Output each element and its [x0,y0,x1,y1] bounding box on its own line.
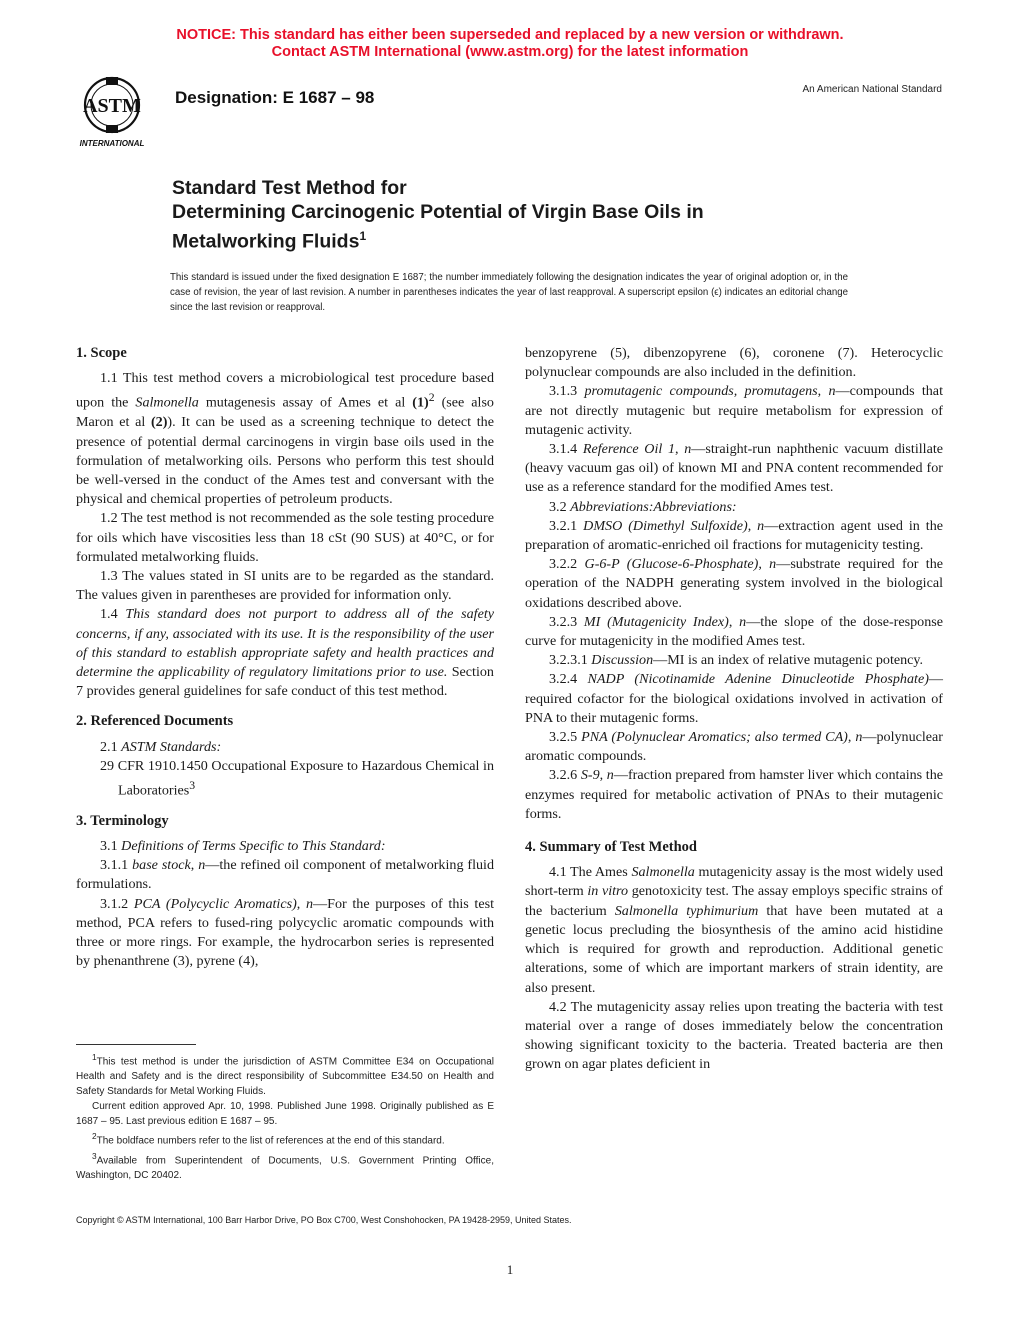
logo-letters: ASTM [83,95,141,117]
para-3-2-6: 3.2.6 S-9, n—fraction prepared from hamster liver which contains the enzymes required for metabolic activation of PNAs to their mutagenic forms. [525,767,943,822]
left-column [76,344,494,971]
footnote-2: $^2$The boldface numbers refer to the list of references at the end of this standard. [92,1131,445,1147]
notice-line-1: NOTICE: This standard has either been superseded and replaced by a new version or withdrawn. [176,27,844,43]
para-3-2-2: 3.2.2 G-6-P (Glucose-6-Phosphate), n—substrate required for the operation of the NADPH generating system involved in the biological oxidations described above. [525,556,943,611]
para-4-1: 4.1 The Ames Salmonella mutagenicity assay is the most widely used short-term in vitro genotoxicity test. The assay employs specific strains of the bacterium Salmonella typhimurium that have been mutated at a genetic locus precluding the biosynthesis of the amino acid histidine which is required for growth and reproduction. Additional genetic alterations, some of which are important markers of strain identity, are also present. [525,864,944,996]
para-3-1-2-continued: benzopyrene (5), dibenzopyrene (6), coronene (7). Heterocyclic polynuclear compounds are also included in the definition. [525,345,943,381]
footnote-3: $^3$Available from Superintendent of Documents, U.S. Government Printing Office, Washington, DC 20402. [76,1150,494,1181]
para-3-1-1: 3.1.1 base stock, n—the refined oil component of metalworking fluid formulations. [76,857,495,893]
right-column [525,344,943,1075]
notice-line-2: Contact ASTM International (www.astm.org) for the latest information [271,44,749,60]
para-2-1: 2.1 ASTM Standards: [100,738,222,755]
referenced-document-cfr: 29 CFR 1910.1450 Occupational Exposure to Hazardous Chemical in Laboratories$^3$ [100,757,494,799]
title-line-3: Metalworking Fluids [172,230,360,253]
title-footnote-mark: 1 [359,229,367,243]
footnote-1-approval: Current edition approved Apr. 10, 1998. Published June 1998. Originally published as E 1687 – 95. Last previous edition E 1687 – 95. [76,1101,494,1128]
para-1-4: 1.4 This standard does not purport to address all of the safety concerns, if any, associated with its use. It is the responsibility of the user of this standard to establish appropriate safety and health practices and determine the applicability of regulatory limitations prior to use. Section 7 provides general guidelines for safe conduct of this test method. [76,606,495,700]
title-line-2: Determining Carcinogenic Potential of Virgin Base Oils in [172,201,704,223]
issuance-statement: This standard is issued under the fixed designation E 1687; the number immediately following the designation indicates the year of original adoption or, in the case of revision, the year of last revision. A number in parentheses indicates the year of last reapproval. A superscript epsilon (ϵ) indicates an editorial change since the last revision or reapproval. [170,272,848,313]
footnotes [76,1050,494,1183]
para-3-2-3-1: 3.2.3.1 Discussion—MI is an index of relative mutagenic potency. [549,652,924,669]
para-3-2-4: 3.2.4 NADP (Nicotinamide Adenine Dinucleotide Phosphate)—required cofactor for the biological oxidations involved in activation of PNA to their mutagenic forms. [525,671,943,726]
logo-international: INTERNATIONAL [79,139,145,148]
para-3-1-3: 3.1.3 promutagenic compounds, promutagens, n—compounds that are not directly mutagenic but require metabolism for expression of mutagenic activity. [525,383,943,438]
american-national-standard: An American National Standard [802,84,942,95]
footnote-1: $^1$This test method is under the jurisdiction of ASTM Committee E34 on Occupational Health and Safety and is the direct responsibility of Subcommittee E34.50 on Health and Safety Standards for Metal Working Fluids. [76,1052,494,1098]
document-title [172,176,892,254]
para-3-2-3: 3.2.3 MI (Mutagenicity Index), n—the slope of the dose-response curve for mutagenicity in the modified Ames test. [525,613,943,650]
para-3-2-1: 3.2.1 DMSO (Dimethyl Sulfoxide), n—extraction agent used in the preparation of aromatic-enriched oil fractions for mutagenicity testing. [525,517,943,554]
footnote-rule [76,1044,196,1045]
para-3-1-4: 3.1.4 Reference Oil 1, n—straight-run naphthenic vacuum distillate (heavy vacuum gas oil) of known MI and PNA content recommended for use as a reference standard for the modified Ames test. [525,441,944,496]
para-3-2-5: 3.2.5 PNA (Polynuclear Aromatics; also termed CA), n—polynuclear aromatic compounds. [525,729,943,765]
withdrawal-notice [0,27,1020,61]
section-4-heading: 4. Summary of Test Method [525,839,697,856]
para-4-2: 4.2 The mutagenicity assay relies upon treating the bacteria with test material over a range of doses immediately below the concentration showing significant toxicity to the bacteria. Treated bacteria are then grown on agar plates deficient in [525,998,943,1073]
para-3-2: 3.2 Abbreviations:Abbreviations: [549,498,737,515]
section-2-heading: 2. Referenced Documents [76,713,234,730]
title-line-1: Standard Test Method for [172,177,407,199]
section-1-heading: 1. Scope [76,345,127,361]
para-1-3: 1.3 The values stated in SI units are to be regarded as the standard. The values given in parentheses are provided for information only. [76,567,494,604]
para-3-1-2: 3.1.2 PCA (Polycyclic Aromatics), n—For the purposes of this test method, PCA refers to fused-ring polycyclic aromatic compounds with three or more rings. For example, the hydrocarbon series is represented by phenanthrene (3), pyrene (4), [76,895,494,970]
section-3-heading: 3. Terminology [76,812,169,829]
para-1-1: 1.1 This test method covers a microbiological test procedure based upon the Salmonella mutagenesis assay of Ames et al $(1)^2$ (see also Maron et al (2)). It can be used as a screening technique to detect the presence of potential dermal carcinogens in virgin base oils used in the formulation of metalworking oils. Persons who perform this test should be well-versed in the conduct of the Ames test and conversant with the physical and chemical properties of petroleum products. [76,370,494,508]
designation: Designation: E 1687 – 98 [175,88,375,107]
copyright-line: Copyright © ASTM International, 100 Barr Harbor Drive, PO Box C700, West Conshohocken, PA 19428-2959, United States. [76,1215,572,1225]
page-number: 1 [506,1262,514,1277]
astm-logo [66,72,162,150]
para-3-1: 3.1 Definitions of Terms Specific to This Standard: [100,838,386,855]
para-1-2: 1.2 The test method is not recommended as the sole testing procedure for oils which have viscosities less than 18 cSt (90 SUS) at 40°C, or for formulated metalworking fluids. [76,510,494,565]
